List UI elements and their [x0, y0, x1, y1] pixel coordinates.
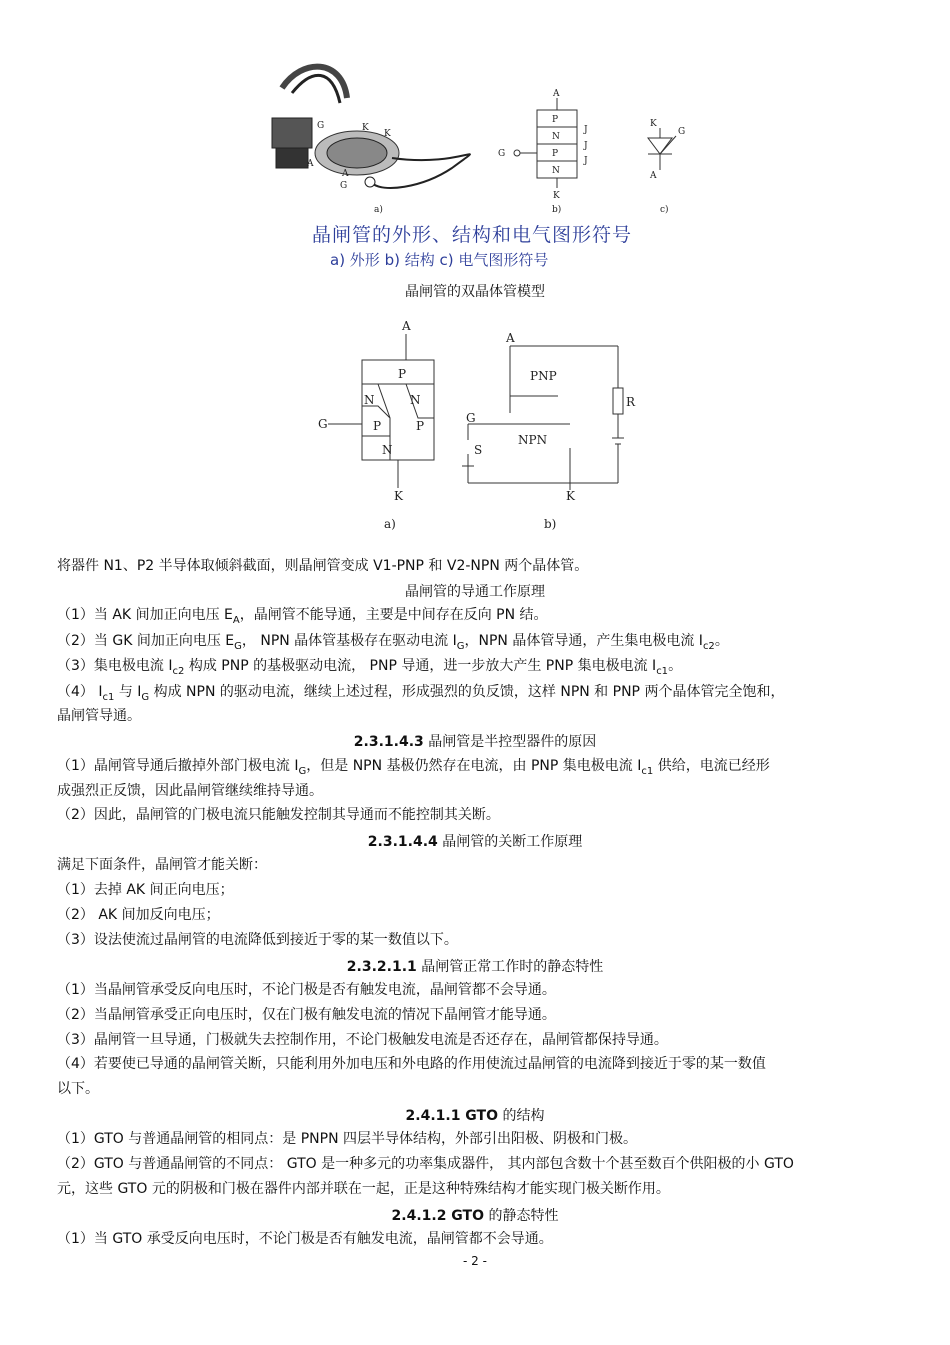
t3f: c2	[702, 640, 715, 652]
t4e: 。	[668, 658, 683, 674]
thyristor-symbol	[648, 128, 676, 170]
label-a-panel: a)	[374, 205, 383, 215]
t4a: （3）集电极电流 I	[57, 658, 173, 674]
struct-n2: N	[552, 166, 560, 176]
text-line-6: 晶闸管导通。	[57, 708, 141, 724]
struct-j3: J	[584, 156, 588, 166]
text-line-7	[57, 755, 770, 777]
t5b: c1	[102, 691, 115, 703]
heading-2-3-1-4-3	[0, 731, 950, 751]
thyristor-photo	[272, 67, 470, 188]
model-b-r: R	[626, 395, 636, 409]
t3d: G	[456, 640, 465, 652]
t5e: 构成 NPN 的驱动电流，继续上述过程，形成强烈的负反馈，这样 NPN 和 PNP 两个晶体管完全饱和，	[149, 684, 785, 700]
text-line-3	[57, 630, 729, 652]
photo-label-a2: A	[342, 169, 349, 179]
heading-2-3-2-1-1	[0, 956, 950, 976]
h4-text: 晶闸管正常工作时的静态特性	[416, 959, 604, 975]
model-b-g: G	[466, 411, 476, 425]
t4d: c1	[656, 665, 669, 677]
thyristor-structure	[514, 98, 577, 188]
t7e: 供给，电流已经形	[653, 758, 770, 774]
text-line-14: （1）当晶闸管承受反向电压时，不论门极是否有触发电流，晶闸管都不会导通。	[57, 982, 556, 998]
heading-2-4-1-1	[0, 1105, 950, 1125]
t3e: ，NPN 晶体管导通，产生集电极电流 I	[464, 633, 703, 649]
h4-num: 2.3.2.1.1	[346, 959, 417, 975]
t5d: G	[141, 691, 150, 703]
h6-num: 2.4.1.2 GTO	[391, 1208, 485, 1224]
label-c-panel: c)	[660, 205, 669, 215]
text-line-2	[57, 604, 548, 626]
text-line-15: （2）当晶闸管承受正向电压时，仅在门极有触发电流的情况下晶闸管才能导通。	[57, 1007, 556, 1023]
model-a-p2: P	[373, 419, 382, 433]
model-b-label-a: A	[506, 331, 515, 345]
model-b-s: S	[474, 443, 483, 457]
h6-text: 的静态特性	[484, 1208, 559, 1224]
t7b: G	[298, 765, 307, 777]
struct-label-k: K	[553, 191, 560, 201]
photo-label-a: A	[307, 159, 314, 169]
t7a: （1）晶闸管导通后撤掉外部门极电流 I	[57, 758, 299, 774]
t5a: （4） I	[57, 684, 103, 700]
struct-j1: J	[584, 125, 588, 135]
model-b-panel: b)	[544, 517, 557, 531]
t3c: ， NPN 晶体管基极存在驱动电流 I	[241, 633, 457, 649]
text-line-13: （3）设法使流过晶闸管的电流降低到接近于零的某一数值以下。	[57, 932, 458, 948]
model-a-label-k: K	[394, 489, 403, 503]
text-line-8: 成强烈正反馈，因此晶闸管继续维持导通。	[57, 783, 323, 799]
model-a-n2: N	[382, 443, 393, 457]
text-line-21: 元，这些 GTO 元的阴极和门极在器件内部并联在一起，正是这种特殊结构才能实现门极关断作用。	[57, 1181, 670, 1197]
model-a-panel: a)	[384, 517, 396, 531]
t7c: ，但是 NPN 基极仍然存在电流，由 PNP 集电极电流 I	[306, 758, 642, 774]
heading-conduction: 晶闸管的导通工作原理	[405, 584, 545, 600]
h3-text: 晶闸管的关断工作原理	[437, 834, 583, 850]
text-line-9: （2）因此，晶闸管的门极电流只能触发控制其导通而不能控制其关断。	[57, 807, 500, 823]
struct-j2: J	[584, 141, 588, 151]
t4b: c2	[172, 665, 185, 677]
t2a: （1）当 AK 间加正向电压 E	[57, 607, 233, 623]
model-a-p2b: P	[416, 419, 425, 433]
struct-p2: P	[552, 149, 559, 159]
figure2-title: 晶闸管的双晶体管模型	[405, 284, 545, 300]
model-a-p1: P	[398, 367, 407, 381]
model-a-label-g: G	[318, 417, 328, 431]
h2-num: 2.3.1.4.3	[353, 734, 424, 750]
text-line-18: 以下。	[57, 1081, 99, 1097]
photo-label-k2: K	[384, 129, 391, 139]
struct-label-a: A	[553, 89, 560, 99]
symbol-label-g: G	[678, 127, 686, 137]
h2-text: 晶闸管是半控型器件的原因	[423, 734, 597, 750]
t2b: A	[232, 614, 240, 626]
h3-num: 2.3.1.4.4	[367, 834, 438, 850]
text-line-17: （4）若要使已导通的晶闸管关断，只能利用外加电压和外电路的作用使流过晶闸管的电流降到接近于零的某一数值	[57, 1056, 766, 1072]
model-b-npn: NPN	[518, 433, 548, 447]
photo-label-g2: G	[340, 181, 348, 191]
text-line-12: （2） AK 间加反向电压；	[57, 907, 220, 923]
text-line-22: （1）当 GTO 承受反向电压时，不论门极是否有触发电流，晶闸管都不会导通。	[57, 1231, 553, 1247]
heading-2-4-1-2	[0, 1205, 950, 1225]
model-a-n1: N	[364, 393, 375, 407]
model-a-label-a: A	[402, 319, 411, 333]
text-line-11: （1）去掉 AK 间正向电压；	[57, 882, 234, 898]
label-b-panel: b)	[552, 205, 562, 215]
h5-num: 2.4.1.1 GTO	[405, 1108, 499, 1124]
two-transistor-model-figure	[318, 318, 648, 538]
text-line-10: 满足下面条件，晶闸管才能关断：	[57, 857, 267, 873]
photo-label-g: G	[317, 121, 325, 131]
model-a-n1b: N	[410, 393, 421, 407]
symbol-label-a: A	[650, 171, 657, 181]
t3b: G	[234, 640, 242, 652]
model-b-label-k: K	[566, 489, 575, 503]
t5c: 与 I	[114, 684, 142, 700]
page-number: - 2 -	[463, 1254, 487, 1268]
h5-text: 的结构	[498, 1108, 545, 1124]
text-line-4	[57, 655, 682, 677]
text-line-20: （2）GTO 与普通晶闸管的不同点： GTO 是一种多元的功率集成器件， 其内部包含数十个甚至数百个供阳极的小 GTO	[57, 1156, 794, 1172]
t3a: （2）当 GK 间加正向电压 E	[57, 633, 235, 649]
struct-n1: N	[552, 132, 560, 142]
t3g: 。	[714, 633, 729, 649]
struct-label-g: G	[498, 149, 506, 159]
text-line-19: （1）GTO 与普通晶闸管的相同点：是 PNPN 四层半导体结构，外部引出阳极、阴极和门极。	[57, 1131, 638, 1147]
t2c: ，晶闸管不能导通，主要是中间存在反向 PN 结。	[239, 607, 548, 623]
struct-p1: P	[552, 115, 559, 125]
symbol-label-k: K	[650, 119, 657, 129]
text-line-1: 将器件 N1、P2 半导体取倾斜截面，则晶闸管变成 V1-PNP 和 V2-NPN 两个晶体管。	[57, 558, 589, 574]
text-line-16: （3）晶闸管一旦导通，门极就失去控制作用，不论门极触发电流是否还存在，晶闸管都保持导通。	[57, 1032, 668, 1048]
t7d: c1	[641, 765, 654, 777]
figure1-caption-title: 晶闸管的外形、结构和电气图形符号	[312, 224, 633, 246]
photo-label-k: K	[362, 123, 369, 133]
text-line-5	[57, 681, 784, 703]
model-b-pnp: PNP	[530, 369, 557, 383]
figure1-caption-sub: a) 外形 b) 结构 c) 电气图形符号	[330, 251, 549, 269]
heading-2-3-1-4-4	[0, 831, 950, 851]
t4c: 构成 PNP 的基极驱动电流， PNP 导通，进一步放大产生 PNP 集电极电流 I	[184, 658, 657, 674]
